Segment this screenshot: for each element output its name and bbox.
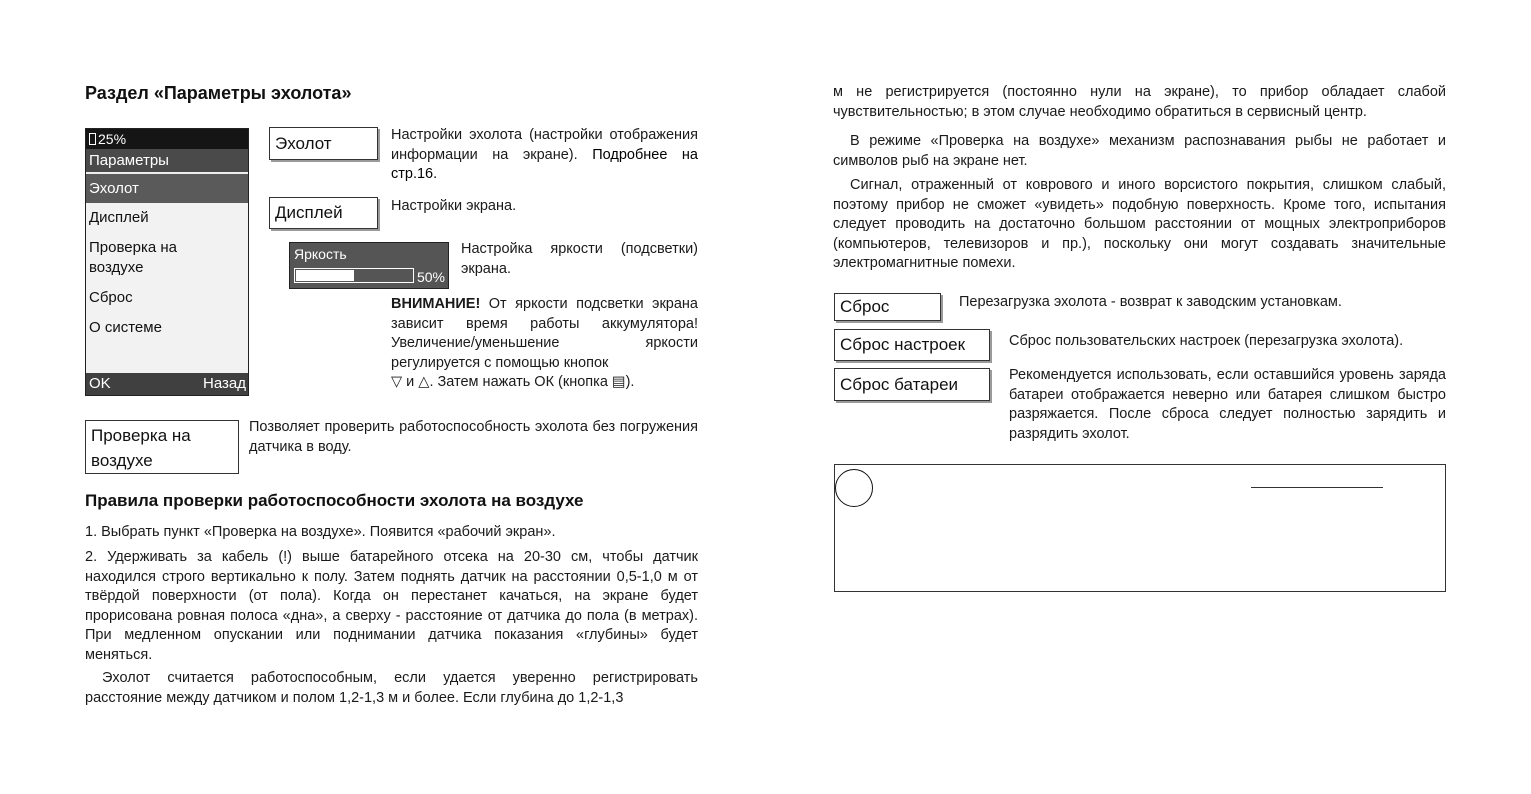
screen-menu-item-reset[interactable]: Сброс xyxy=(89,289,133,306)
reset-battery-description: Рекомендуется использовать, если оставшийся уровень заряда батареи отображается неверно или батарея слишком быстро разряжается. После сброса следует полностью зарядить и разрядить эхолот. xyxy=(1009,367,1446,442)
reset-description: Перезагрузка эхолота - возврат к заводским установкам. xyxy=(959,294,1342,310)
battery-icon xyxy=(89,133,96,145)
brightness-widget xyxy=(289,242,449,289)
warning-label: ВНИМАНИЕ! xyxy=(391,296,481,312)
warning-keys: ▽ и △. Затем нажать ОК (кнопка ▤). xyxy=(391,374,635,390)
note-underline xyxy=(1251,487,1383,488)
echo-button[interactable]: Эхолот xyxy=(269,127,378,160)
section-title: Раздел «Параметры эхолота» xyxy=(85,83,352,103)
brightness-label: Яркость xyxy=(294,246,347,262)
screen-menu-item-about[interactable]: О системе xyxy=(89,319,162,336)
rules-title: Правила проверки работоспособности эхолота на воздухе xyxy=(85,491,584,510)
screen-menu-item-airtest[interactable]: Проверка на воздухе xyxy=(89,239,177,276)
right-para-3: Сигнал, отраженный от коврового и иного ворсистого покрытия, слишком слабый, поэтому прибор не сможет «увидеть» подобную поверхность. Кроме того, испытания следует проводить на достаточно большом расстоянии от мощных электроприборов (компьютеров, телевизоров и пр.), поскольку они могут создавать значительные электромагнитные помехи. xyxy=(833,177,1446,271)
brightness-fill xyxy=(296,270,354,281)
display-description: Настройки экрана. xyxy=(391,198,517,214)
screen-title: Параметры xyxy=(86,149,248,174)
warning-text: ВНИМАНИЕ! От яркости подсветки экрана зависит время работы аккумулятора! Увеличение/уменьшение яркости регулируется с помощью кнопок xyxy=(391,296,698,371)
display-button[interactable]: Дисплей xyxy=(269,197,378,229)
screen-menu-item-display[interactable]: Дисплей xyxy=(89,209,149,226)
rule-2: 2. Удерживать за кабель (!) выше батарейного отсека на 20-30 см, чтобы датчик находился строго вертикально к полу. Затем поднять датчик на расстоянии 0,5-1,0 м от твёрдой поверхности (от пола). Когда он перестанет качаться, на экране будет прорисована ровная полоса «дна», а сверху - расстояние от датчика до пола (в метрах). При медленном опускании или поднимании датчика показания «глубины» будет меняться. xyxy=(85,549,698,663)
brightness-description: Настройка яркости (подсветки) экрана. xyxy=(461,241,698,277)
screen-back-key[interactable]: Назад xyxy=(203,375,246,392)
reset-button[interactable]: Сброс xyxy=(834,293,941,321)
right-para-1: м не регистрируется (постоянно нули на экране), то прибор обладает слабой чувствительностью; в этом случае необходимо обратиться в сервисный центр. xyxy=(833,84,1446,120)
brightness-percent: 50% xyxy=(416,269,445,285)
working-criteria: Эхолот считается работоспособным, если удается уверенно регистрировать расстояние между датчиком и полом 1,2-1,3 м и более. Если глубина до 1,2-1,3 xyxy=(85,670,698,706)
reset-settings-description: Сброс пользовательских настроек (перезагрузка эхолота). xyxy=(1009,333,1404,349)
screen-ok-key[interactable]: OK xyxy=(89,375,111,392)
airtest-description: Позволяет проверить работоспособность эхолота без погружения датчика в воду. xyxy=(249,419,698,455)
reset-battery-button[interactable]: Сброс батареи xyxy=(834,368,990,401)
battery-indicator: 25% xyxy=(86,129,248,149)
device-screen xyxy=(85,128,249,396)
echo-description: Настройки эхолота (настройки отображения информации на экране). Подробнее на стр.16. xyxy=(391,127,698,182)
right-para-2: В режиме «Проверка на воздухе» механизм распознавания рыбы не работает и символов рыб на экране нет. xyxy=(833,133,1446,169)
screen-menu-item-selected[interactable]: Эхолот xyxy=(86,174,248,203)
screen-softkeys xyxy=(86,373,248,395)
note-circle-icon xyxy=(835,469,873,507)
airtest-button[interactable]: Проверка на воздухе xyxy=(85,420,239,474)
note-box xyxy=(834,464,1446,592)
rule-1: 1. Выбрать пункт «Проверка на воздухе». Появится «рабочий экран». xyxy=(85,524,556,540)
brightness-slider[interactable] xyxy=(294,268,414,283)
reset-settings-button[interactable]: Сброс настроек xyxy=(834,329,990,361)
